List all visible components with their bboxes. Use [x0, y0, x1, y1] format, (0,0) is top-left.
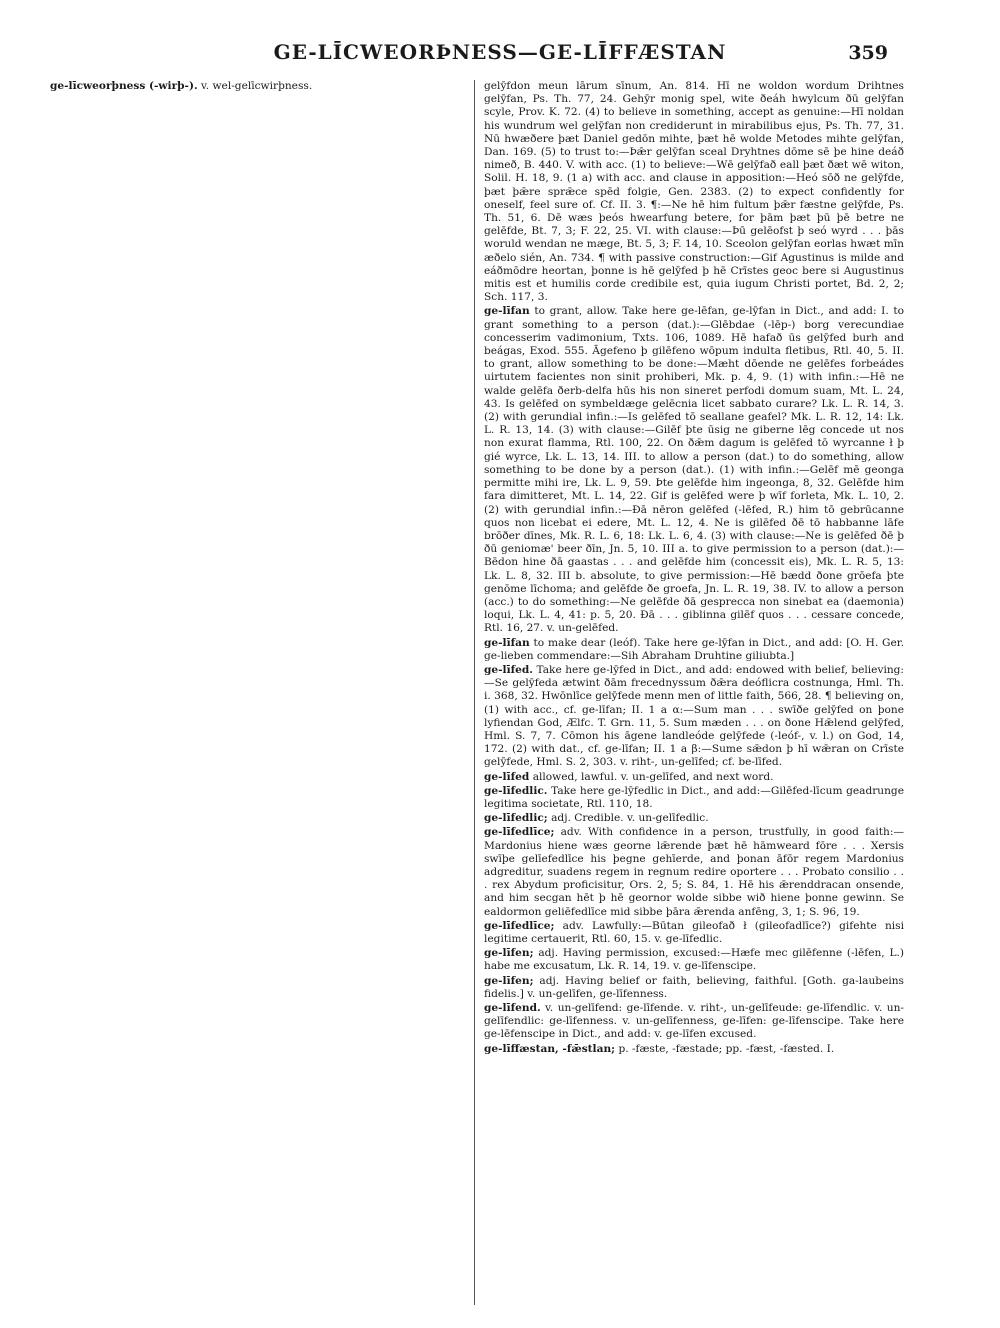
- headword: ge-līfed: [484, 770, 530, 783]
- headword: ge-līffæstan, -fǣstlan;: [484, 1042, 616, 1055]
- dictionary-entry: [484, 920, 904, 946]
- entry-text: adj. Having belief or faith, believing, faithful. [Goth. ga-laubeins fidelis.] v. un-gelīfen, ge-līfenness.: [484, 974, 904, 1000]
- dictionary-entry: [484, 947, 904, 973]
- dictionary-entry: [484, 826, 904, 918]
- dictionary-entry: [484, 80, 904, 304]
- entry-text: p. -fæste, -fæstade; pp. -fæst, -fæsted. I.: [618, 1042, 835, 1055]
- dictionary-entry: [50, 80, 470, 93]
- dictionary-entry: [484, 637, 904, 663]
- headword: ge-līfedlīce;: [484, 919, 555, 932]
- entry-text: to make dear (leóf). Take here ge-lȳfan in Dict., and add: [O. H. Ger. ge-lieben commendare:—Sih Abraham Druhtine giliubta.]: [484, 636, 904, 662]
- dictionary-entry: [484, 785, 904, 811]
- headword: ge-līfed.: [484, 663, 533, 676]
- headword: ge-līfen;: [484, 974, 534, 987]
- entry-text: v. wel-gelīcwirþness.: [201, 80, 313, 92]
- page-number: 359: [848, 42, 888, 64]
- entry-text: to grant, allow. Take here ge-lēfan, ge-lȳfan in Dict., and add: I. to grant something to a person (dat.):—Glēbdae (-lēp-) borg verecundiae concesserim vadimonium, Txts. 106, 1089. Hē hafað ūs gelȳfed burh and beágas, Exod. 555. Āgefeno þ gilēfeno wōpum indulta fletibus, Rtl. 40, 5. II. to grant, allow something to be done:—Mæht dōende ne gelēfes forbeádes uirtutem facientes non sinit prohiberi, Mk. p. 4, 9. (1) with infin.:—Hē ne walde gelēfa ðerb-delfa hūs his non sineret perfodi domum suam, Mt. L. 24, 43. Is gelēfed on symbeldæge gelēcnia licet sabbato curare? Lk. L. R. 14, 3. (2) with gerundial infin.:—Is gelēfed tō seallane geafel? Mk. L. R. 12, 14: Lk. L. R. 13, 14. (3) with clause:—Gilēf þte ūsig ne giberne lēg concede ut nos non exurat flamma, Rtl. 100, 22. On ðǣm dagum is gelēfed tō wyrcanne ł þ gié wyrce, Lk. L. 13, 14. III. to allow a person (dat.) to do something, allow something to be done by a person (dat.). (1) with infin.:—Gelēf mē geonga permitte mihi ire, Lk. L. 9, 59. Þte gelēfde him ingeonga, 8, 32. Gelēfde him fara dimitteret, Mt. L. 14, 22. Gif is gelēfed were þ wīf forleta, Mk. L. 10, 2. (2) with gerundial infin.:—Đā nēron gelēfed (-lēfed, R.) him tō gebrūcanne quos non licebat ei edere, Mt. L. 12, 4. Ne is gilēfed ðē tō habbanne lāfe brōðer dīnes, Mk. R. L. 6, 18: Lk. L. 6, 4. (3) with clause:—Ne is gelēfed ðē þ ðū geniomæ' beer ðīn, Jn. 5, 10. III a. to give permission to a person (dat.):—Bēdon hine ðā gaastas . . . and gelēfde him (concessit eis), Mk. L. R. 5, 13: Lk. L. 8, 32. III b. absolute, to give permission:—Hē bædd ðone grōefa þte genōme līchoma; and gelēfde ðe groefa, Jn. L. R. 19, 38. IV. to allow a person (acc.) to do something:—Ne gelēfde ðā gesprecca non sinebat ea (daemonia) loqui, Lk. L. 4, 41: p. 5, 20. Đā . . . giblinna gilēf quos . . . cessare concede, Rtl. 16, 27. v. un-gelēfed.: [484, 305, 904, 635]
- running-head: [0, 40, 1000, 80]
- entry-text: v. un-gelīfend: ge-līfende. v. riht-, un-gelīfeude: ge-līfendlic. v. un-gelīfendlic: ge-līfenness. v. un-gelīfenness, ge-līfen: ge-līfenscipe. Take here ge-lēfenscipe in Dict., and add: v. ge-līfen excused.: [484, 1002, 904, 1041]
- headword: ge-līfan: [484, 305, 530, 318]
- headword: ge-līfan: [484, 636, 530, 649]
- dictionary-entry: [484, 1002, 904, 1042]
- entry-text: Take here ge-lȳfedlic in Dict., and add:—Gilēfed-līcum geadrunge legitima societate, Rtl. 110, 18.: [484, 784, 904, 810]
- dictionary-entry: [484, 771, 904, 784]
- headword: ge-līfedlic.: [484, 784, 548, 797]
- dictionary-entry: [484, 975, 904, 1001]
- dictionary-entry: [484, 812, 904, 825]
- running-title: GE-LĪCWEORÞNESS—GE-LĪFFÆSTAN: [273, 40, 727, 64]
- headword: ge-līfedlic;: [484, 812, 548, 825]
- entry-text: adj. Credible. v. un-gelīfedlic.: [551, 812, 709, 825]
- dictionary-entry: [484, 305, 904, 635]
- dictionary-entry: [484, 1043, 904, 1056]
- dictionary-entry: [484, 664, 904, 770]
- entry-text: allowed, lawful. v. un-gelīfed, and next word.: [532, 770, 774, 783]
- headword: ge-līcweorþness (-wirþ-).: [50, 80, 198, 92]
- entry-text: adj. Having permission, excused:—Hæfe mec gilēfenne (-lēfen, L.) habe me excusatum, Lk. R. 14, 19. v. ge-līfenscipe.: [484, 947, 904, 973]
- column-divider: [474, 80, 475, 1305]
- right-column: [484, 80, 904, 1300]
- entry-text: gelȳfdon meun lārum sīnum, An. 814. Hī ne woldon wordum Drihtnes gelȳfan, Ps. Th. 77, 24. Gehȳr monig spel, wite ðeáh hwylcum ðū gelȳfan scyle, Prov. K. 72. (4) to believe in something, accept as genuine:—Hī noldan his wundrum wel gelȳfan non crediderunt in mirabilibus ejus, Ps. Th. 77, 31. Nū hwæðere þæt Daniel gedōn mihte, þæt hē wolde Metodes mihte gelȳfan, Dan. 169. (5) to trust to:—Þǣr gelȳfan sceal Dryhtnes dōme sē þe hine deáð nimeð, B. 440. V. with acc. (1) to believe:—Wē gelȳfað eall þæt ðæt wē witon, Solil. H. 18, 9. (1 a) with acc. and clause in apposition:—Heó sōð ne gelȳfde, þæt þǣre sprǣce spēd folgie, Gen. 2383. (2) to expect confidently for oneself, feel sure of. Cf. II. 3. ¶:—Ne hē him fultum þǣr fæstne gelȳfde, Ps. Th. 51, 6. Dē wæs þeós hwearfung betere, for þām þæt þū þē betre ne gelēfde, Bt. 7, 3; F. 22, 25. VI. with clause:—Þū gelēofst þ seó wyrd . . . þās woruld wendan ne mæge, Bt. 5, 3; F. 14, 10. Sceolon gelȳfan eorlas hwæt mīn æðelo sién, An. 734. ¶ with passive construction:—Gif Agustinus is milde and eáðmōdre heortan, þonne is hē gelȳfed þ hē Crīstes geoc bere si Augustinus mitis est et humilis corde credibile est, quia iugum Christi portet, Bd. 2, 2; Sch. 117, 3.: [484, 80, 904, 304]
- left-column: [50, 80, 470, 1300]
- headword: ge-līfedlīce;: [484, 826, 555, 839]
- entry-text: Take here ge-lȳfed in Dict., and add: endowed with belief, believing:—Se gelȳfeda ætwint ðām frecednyssum ðǣra deóflicra costnunga, Hml. Th. i. 368, 32. Hwōnlīce gelȳfede menn men of little faith, 566, 28. ¶ believing on, (1) with acc., cf. ge-līfan; II. 1 a α:—Sum man . . . swīðe gelȳfed on þone lyfiendan God, Ælfc. T. Grn. 11, 5. Sum mæden . . . on ðone Hǣlend gelȳfed, Hml. S. 7, 7. Cōmon his āgene landleóde gelȳfede (-leóf-, v. l.) on God, 14, 172. (2) with dat., cf. ge-līfan; II. 1 a β:—Sume sǣdon þ hī wǣran on Crīste gelȳfede, Hml. S. 2, 303. v. riht-, un-gelīfed; cf. be-līfed.: [484, 663, 904, 769]
- entry-text: adv. Lawfully:—Būtan gileofað ł (gileofadlīce?) gifehte nisi legitime certauerit, Rtl. 60, 15. v. ge-līfedlic.: [484, 919, 904, 945]
- headword: ge-līfend.: [484, 1002, 541, 1015]
- headword: ge-līfen;: [484, 947, 534, 960]
- entry-text: adv. With confidence in a person, trustfully, in good faith:—Mardonius hiene wæs georne lǣrende þæt hē hāmweard fōre . . . Xersis swīþe gelīefedlīce his þegne gehīerde, and þonan āfōr regem Mardonius adgreditur, suadens regem in regnum redire oportere . . . Probato consilio . . . rex Abydum proficisitur, Ors. 2, 5; S. 84, 1. Hē his ǣrenddracan onsende, and him secgan hēt þ hē geornor wolde sibbe wið hiene þonne gewinn. Se ealdormon geliēfedlīce mid sibbe þāra ǣrenda anfēng, 3, 1; S. 96, 19.: [484, 826, 904, 918]
